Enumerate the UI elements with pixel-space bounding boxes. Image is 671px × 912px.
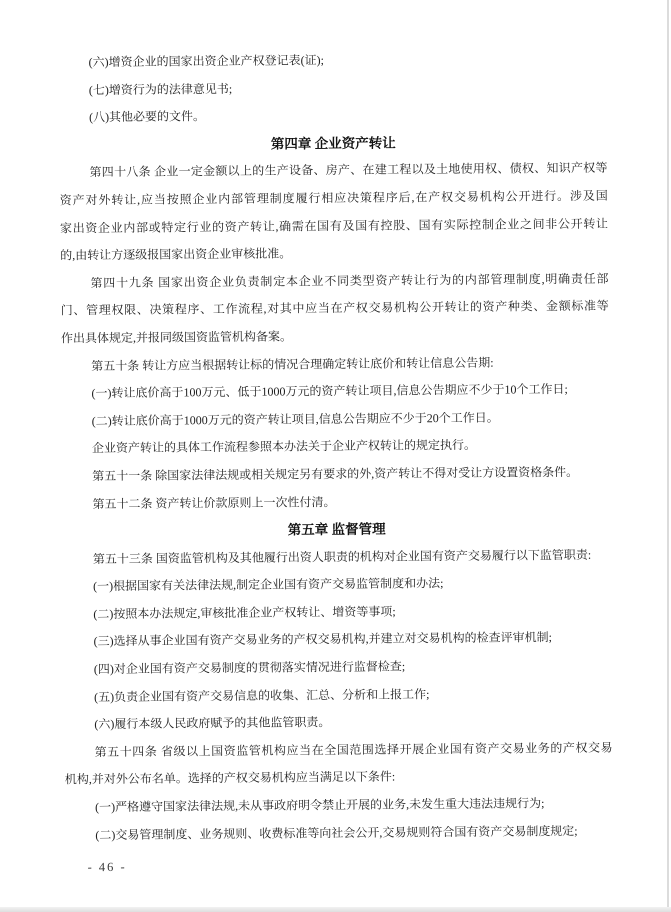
text-line: 企业资产转让的具体工作流程参照本办法关于企业产权转让的规定执行。 — [91, 438, 476, 456]
text-line: 门、管理权限、决策程序、工作流程,对其中应当在产权交易机构公开转让的资产种类、金额标准等 — [60, 298, 609, 318]
text-line: (二)转让底价高于1000万元的资产转让项目,信息公告期应不少于20个工作日。 — [91, 410, 499, 428]
page-number: - 46 - — [87, 859, 127, 875]
text-line: (一)严格遵守国家法律法规,未从事政府明令禁止开展的业务,未发生重大违法违规行为; — [94, 796, 545, 815]
text-line: 作出具体规定,并报同级国资监管机构备案。 — [60, 329, 293, 346]
text-line: 第五十二条 资产转让价款原则上一次性付清。 — [92, 494, 336, 511]
text-line: 第五十四条 省级以上国资监管机构应当在全国范围选择开展企业国有资产交易业务的产权交易 — [94, 740, 613, 759]
text-line: 机构,并对外公布名单。选择的产权交易机构应当满足以下条件: — [64, 769, 396, 787]
text-line: (六)增资企业的国家出资企业产权登记表(证); — [88, 53, 324, 70]
chapter-heading: 第四章 企业资产转让 — [270, 135, 396, 152]
text-line: (三)选择从事企业国有资产交易业务的产权交易机构,并建立对交易机构的检查评审机制; — [93, 630, 552, 649]
text-line: (四)对企业国有资产交易制度的贯彻落实情况进行监督检查; — [93, 659, 406, 677]
document-body — [58, 45, 613, 850]
text-line: 第五十一条 除国家法律法规或相关规定另有要求的外,资产转让不得对受让方设置资格条件。 — [92, 464, 579, 484]
chapter-heading: 第五章 监督管理 — [287, 521, 386, 538]
scan-right-edge — [667, 0, 669, 912]
scan-bottom-edge — [0, 907, 671, 912]
text-line: 第五十三条 国资监管机构及其他履行出资人职责的机构对企业国有资产交易履行以下监管职责: — [92, 547, 592, 566]
text-line: (八)其他必要的文件。 — [88, 109, 206, 125]
text-line: (二)交易管理制度、业务规则、收费标准等向社会公开,交易规则符合国有资产交易制度规定; — [95, 823, 578, 842]
text-line: (一)根据国家有关法律法规,制定企业国有资产交易监管制度和办法; — [93, 576, 444, 594]
text-line: 第四十九条 国家出资企业负责制定本企业不同类型资产转让行为的内部管理制度,明确责任部 — [90, 271, 609, 290]
text-line: 的,由转让方逐级报国家出资企业审核批准。 — [60, 246, 292, 263]
text-line: 第五十条 转让方应当根据转让标的情况合理确定转让底价和转让信息公告期: — [91, 355, 494, 373]
text-line: 资产对外转让,应当按照企业内部管理制度履行相应决策程序后,在产权交易机构公开进行。涉及国 — [59, 188, 608, 208]
text-line: 第四十八条 企业一定金额以上的生产设备、房产、在建工程以及土地使用权、债权、知识产权等 — [89, 160, 608, 180]
text-line: (一)转让底价高于100万元、低于1000万元的资产转让项目,信息公告期应不少于10个工作日; — [91, 382, 568, 401]
text-line: (六)履行本级人民政府赋予的其他监管职责。 — [94, 715, 331, 732]
text-line: (七)增资行为的法律意见书; — [88, 81, 233, 97]
text-line: (五)负责企业国有资产交易信息的收集、汇总、分析和上报工作; — [94, 686, 430, 704]
text-line: 家出资企业内部或特定行业的资产转让,确需在国有及国有控股、国有实际控制企业之间非公开转让 — [59, 216, 609, 235]
text-line: (二)按照本办法规定,审核批准企业产权转让、增资等事项; — [93, 604, 396, 621]
